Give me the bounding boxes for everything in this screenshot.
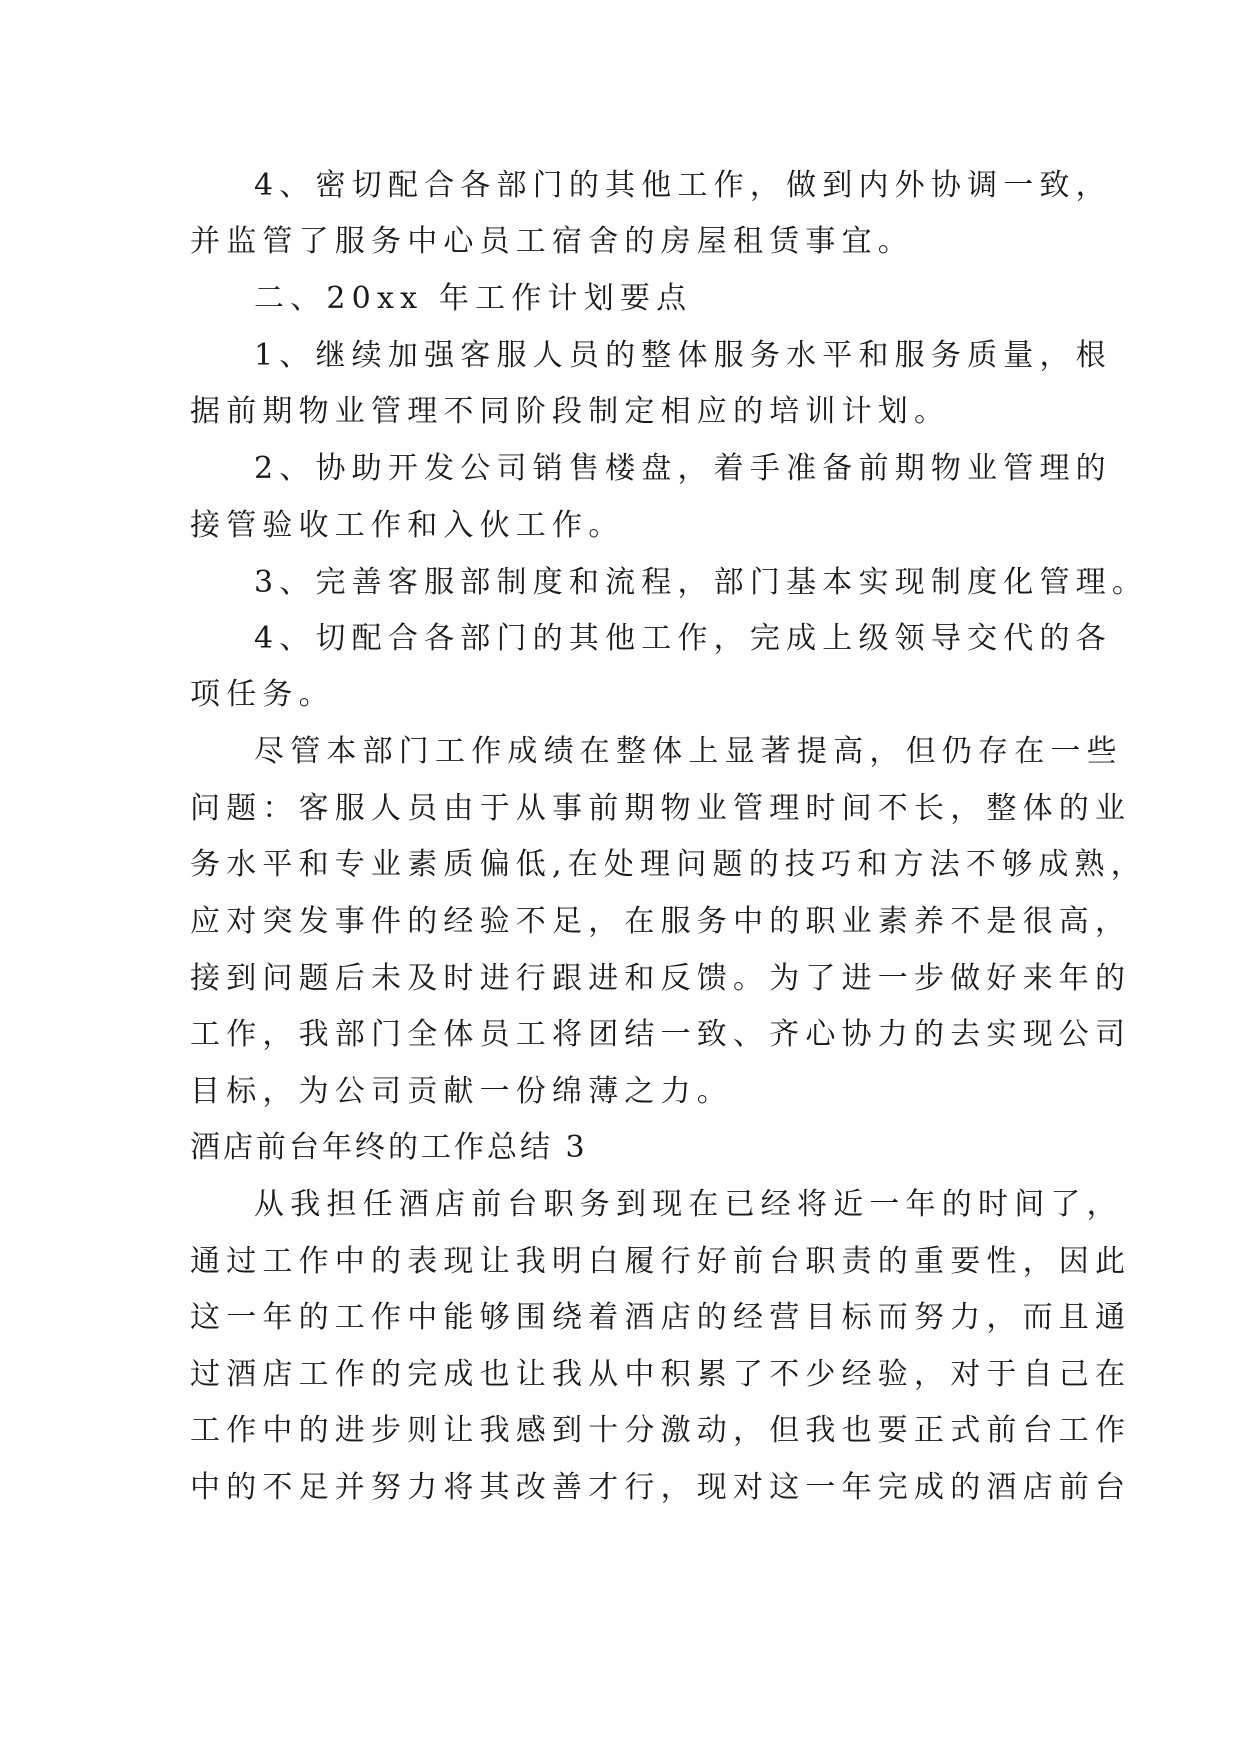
text-line: 应对突发事件的经验不足，在服务中的职业素养不是很高， <box>190 904 1132 939</box>
text-line: 4、密切配合各部门的其他工作，做到内外协调一致， <box>254 168 1112 203</box>
text-line: 1、继续加强客服人员的整体服务水平和服务质量，根 <box>254 338 1112 373</box>
text-line: 目标，为公司贡献一份绵薄之力。 <box>190 1074 733 1109</box>
section-heading: 二、20xx 年工作计划要点 <box>254 281 693 316</box>
text-line: 接到问题后未及时进行跟进和反馈。为了进一步做好来年的 <box>190 961 1132 996</box>
text-line: 项任务。 <box>190 677 335 712</box>
text-line: 3、完善客服部制度和流程，部门基本实现制度化管理。 <box>254 565 1149 600</box>
text-line: 这一年的工作中能够围绕着酒店的经营目标而努力，而且通 <box>190 1300 1132 1335</box>
text-line: 从我担任酒店前台职务到现在已经将近一年的时间了， <box>254 1187 1123 1222</box>
text-line: 尽管本部门工作成绩在整体上显著提高，但仍存在一些 <box>254 734 1123 769</box>
text-line: 4、切配合各部门的其他工作，完成上级领导交代的各 <box>254 621 1112 656</box>
text-line: 通过工作中的表现让我明白履行好前台职责的重要性，因此 <box>190 1244 1132 1279</box>
text-line: 工作，我部门全体员工将团结一致、齐心协力的去实现公司 <box>190 1017 1132 1052</box>
document-title: 酒店前台年终的工作总结 3 <box>190 1130 588 1165</box>
text-line: 问题：客服人员由于从事前期物业管理时间不长，整体的业 <box>190 791 1132 826</box>
text-line: 过酒店工作的完成也让我从中积累了不少经验，对于自己在 <box>190 1357 1132 1392</box>
text-line: 工作中的进步则让我感到十分激动，但我也要正式前台工作 <box>190 1413 1132 1448</box>
text-line: 据前期物业管理不同阶段制定相应的培训计划。 <box>190 394 951 429</box>
text-line: 并监管了服务中心员工宿舍的房屋租赁事宜。 <box>190 224 914 259</box>
text-line: 2、协助开发公司销售楼盘，着手准备前期物业管理的 <box>254 451 1112 486</box>
text-line: 务水平和专业素质偏低,在处理问题的技巧和方法不够成熟， <box>190 847 1147 882</box>
text-line: 接管验收工作和入伙工作。 <box>190 508 625 543</box>
text-line: 中的不足并努力将其改善才行，现对这一年完成的酒店前台 <box>190 1470 1132 1505</box>
